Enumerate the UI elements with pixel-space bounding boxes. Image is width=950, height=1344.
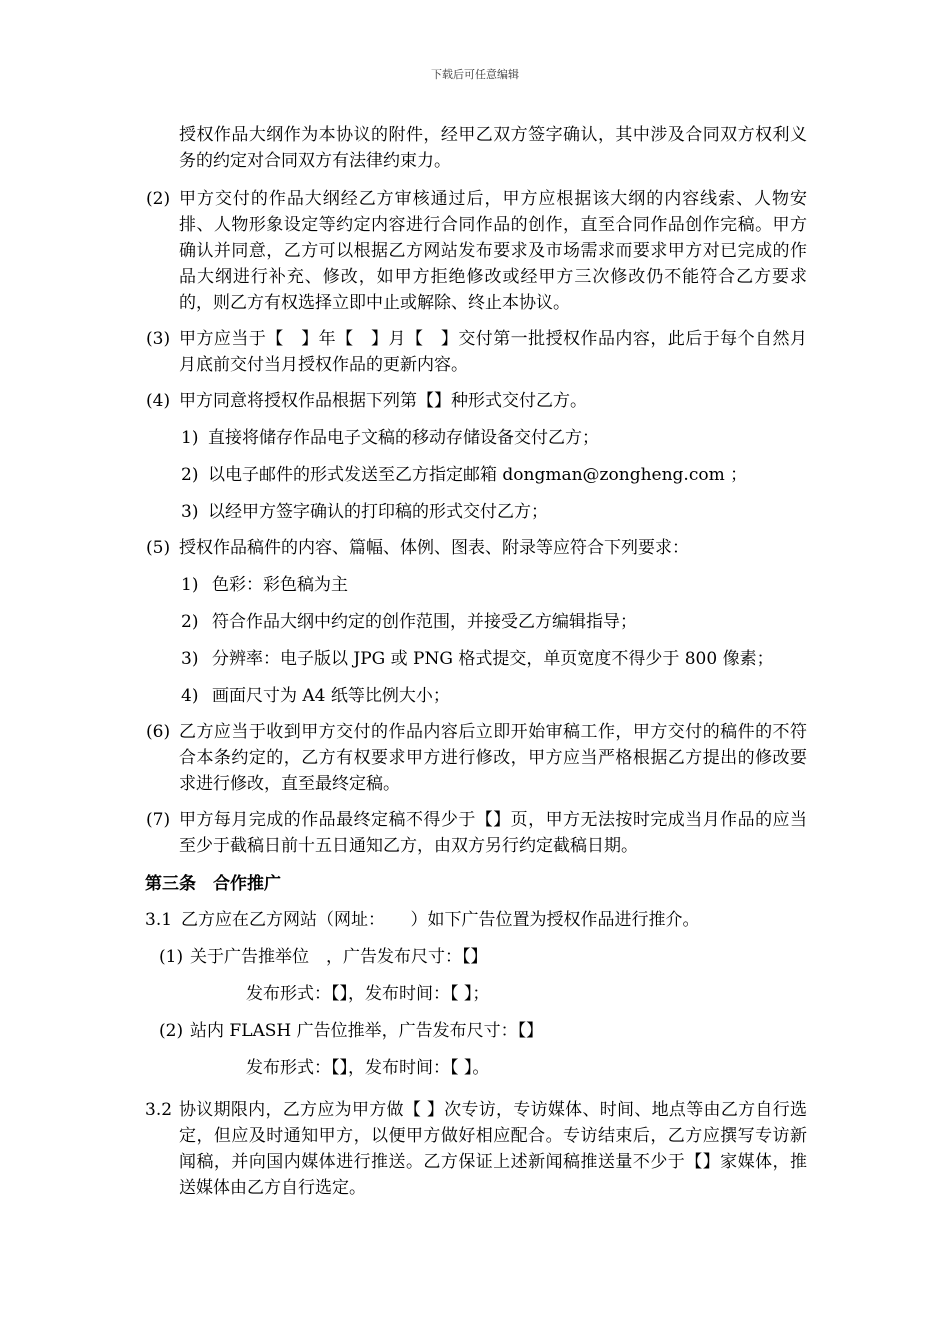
clause: [145, 907, 807, 933]
ad-item: [159, 944, 807, 970]
sub-item: [181, 572, 808, 598]
clause-number: 3.2: [145, 1100, 173, 1120]
item-text: 甲方交付的作品大纲经乙方审核通过后，甲方应根据该大纲的内容线索、人物安排、人物形象设定等约定内容进行合同作品的创作，直至合同作品创作完稿。甲方确认并同意，乙方可以根据乙方网站发布要求及市场需求而要求甲方对已完成的作品大纲进行补充、修改，如甲方拒绝修改或经甲方三次修改仍不能符合乙方要求的，则乙方有权选择立即中止或解除、终止本协议。: [179, 189, 807, 313]
item-text: 授权作品稿件的内容、篇幅、体例、图表、附录等应符合下列要求：: [179, 538, 689, 558]
item-number: (4): [146, 391, 171, 411]
sub-item-text: 直接将储存作品电子文稿的移动存储设备交付乙方；: [208, 428, 599, 448]
sub-item-number: 1): [181, 575, 199, 595]
clause-number: 3.1: [145, 910, 173, 930]
sub-item-text: 画面尺寸为 A4 纸等比例大小；: [212, 686, 450, 706]
item-number: (2): [146, 189, 171, 209]
ad-item: [159, 1018, 807, 1044]
list-item: [146, 719, 807, 797]
list-item: [146, 186, 807, 316]
sub-item: [181, 499, 808, 525]
item-number: (5): [146, 538, 171, 558]
item-text: 乙方应当于收到甲方交付的作品内容后立即开始审稿工作，甲方交付的稿件的不符合本条约定的，乙方有权要求甲方进行修改，甲方应当严格根据乙方提出的修改要求进行修改，直至最终定稿。: [179, 722, 807, 794]
page-header: 下载后可任意编辑: [431, 68, 519, 81]
document-body: [0, 122, 950, 1201]
ad-item-number: (1): [159, 947, 184, 967]
ad-item-text: 站内 FLASH 广告位推举，广告发布尺寸：【】: [190, 1021, 544, 1041]
sub-item: [181, 609, 808, 635]
sub-item: [181, 462, 808, 488]
item-number: (3): [146, 329, 171, 349]
item-text: 甲方同意将授权作品根据下列第【】种形式交付乙方。: [179, 391, 587, 411]
list-item: [146, 807, 807, 859]
sub-item-text: 以经甲方签字确认的打印稿的形式交付乙方；: [208, 502, 548, 522]
clause-text: 协议期限内，乙方应为甲方做【 】次专访，专访媒体、时间、地点等由乙方自行选定，但应及时通知甲方，以便甲方做好相应配合。专访结束后，乙方应撰写专访新闻稿，并向国内媒体进行推送。乙方保证上述新闻稿推送量不少于【】家媒体，推送媒体由乙方自行选定。: [179, 1100, 807, 1198]
clause: [145, 1097, 807, 1201]
item-text: 甲方应当于【 】年【 】月【 】交付第一批授权作品内容，此后于每个自然月月底前交付当月授权作品的更新内容。: [179, 329, 807, 375]
sub-item-number: 2): [181, 465, 199, 485]
clause-text: 乙方应在乙方网站（网址： ）如下广告位置为授权作品进行推介。: [181, 910, 700, 930]
item-text: 甲方每月完成的作品最终定稿不得少于【】页，甲方无法按时完成当月作品的应当至少于截稿日前十五日通知乙方，由双方另行约定截稿日期。: [179, 810, 807, 856]
ad-item-number: (2): [159, 1021, 184, 1041]
ad-detail-line: 发布形式：【】，发布时间：【 】。: [246, 1058, 490, 1078]
item-number: (6): [146, 722, 171, 742]
sub-item: [181, 425, 808, 451]
ad-item-text: 关于广告推举位 ，广告发布尺寸：【】: [190, 947, 488, 967]
sub-item-text: 色彩：彩色稿为主: [212, 575, 348, 595]
sub-item-text: 符合作品大纲中约定的创作范围，并接受乙方编辑指导；: [212, 612, 637, 632]
sub-item-number: 1): [181, 428, 199, 448]
list-item: [146, 535, 807, 561]
item-number: (7): [146, 810, 171, 830]
sub-item-text: 分辨率：电子版以 JPG 或 PNG 格式提交，单页宽度不得少于 800 像素；: [212, 649, 774, 669]
sub-item-number: 4): [181, 686, 199, 706]
list-item: [146, 326, 807, 378]
sub-item-number: 2): [181, 612, 199, 632]
list-item: [146, 388, 807, 414]
ad-detail-line: 发布形式：【】，发布时间：【 】；: [246, 984, 490, 1004]
sub-item: [181, 646, 808, 672]
section-title: 第三条 合作推广: [145, 874, 281, 894]
sub-item-text: 以电子邮件的形式发送至乙方指定邮箱 dongman@zongheng.com ；: [208, 465, 748, 485]
sub-item-number: 3): [181, 649, 199, 669]
sub-item: [181, 683, 808, 709]
sub-item-number: 3): [181, 502, 199, 522]
intro-paragraph: 授权作品大纲作为本协议的附件，经甲乙双方签字确认，其中涉及合同双方权利义务的约定对合同双方有法律约束力。: [179, 125, 807, 171]
